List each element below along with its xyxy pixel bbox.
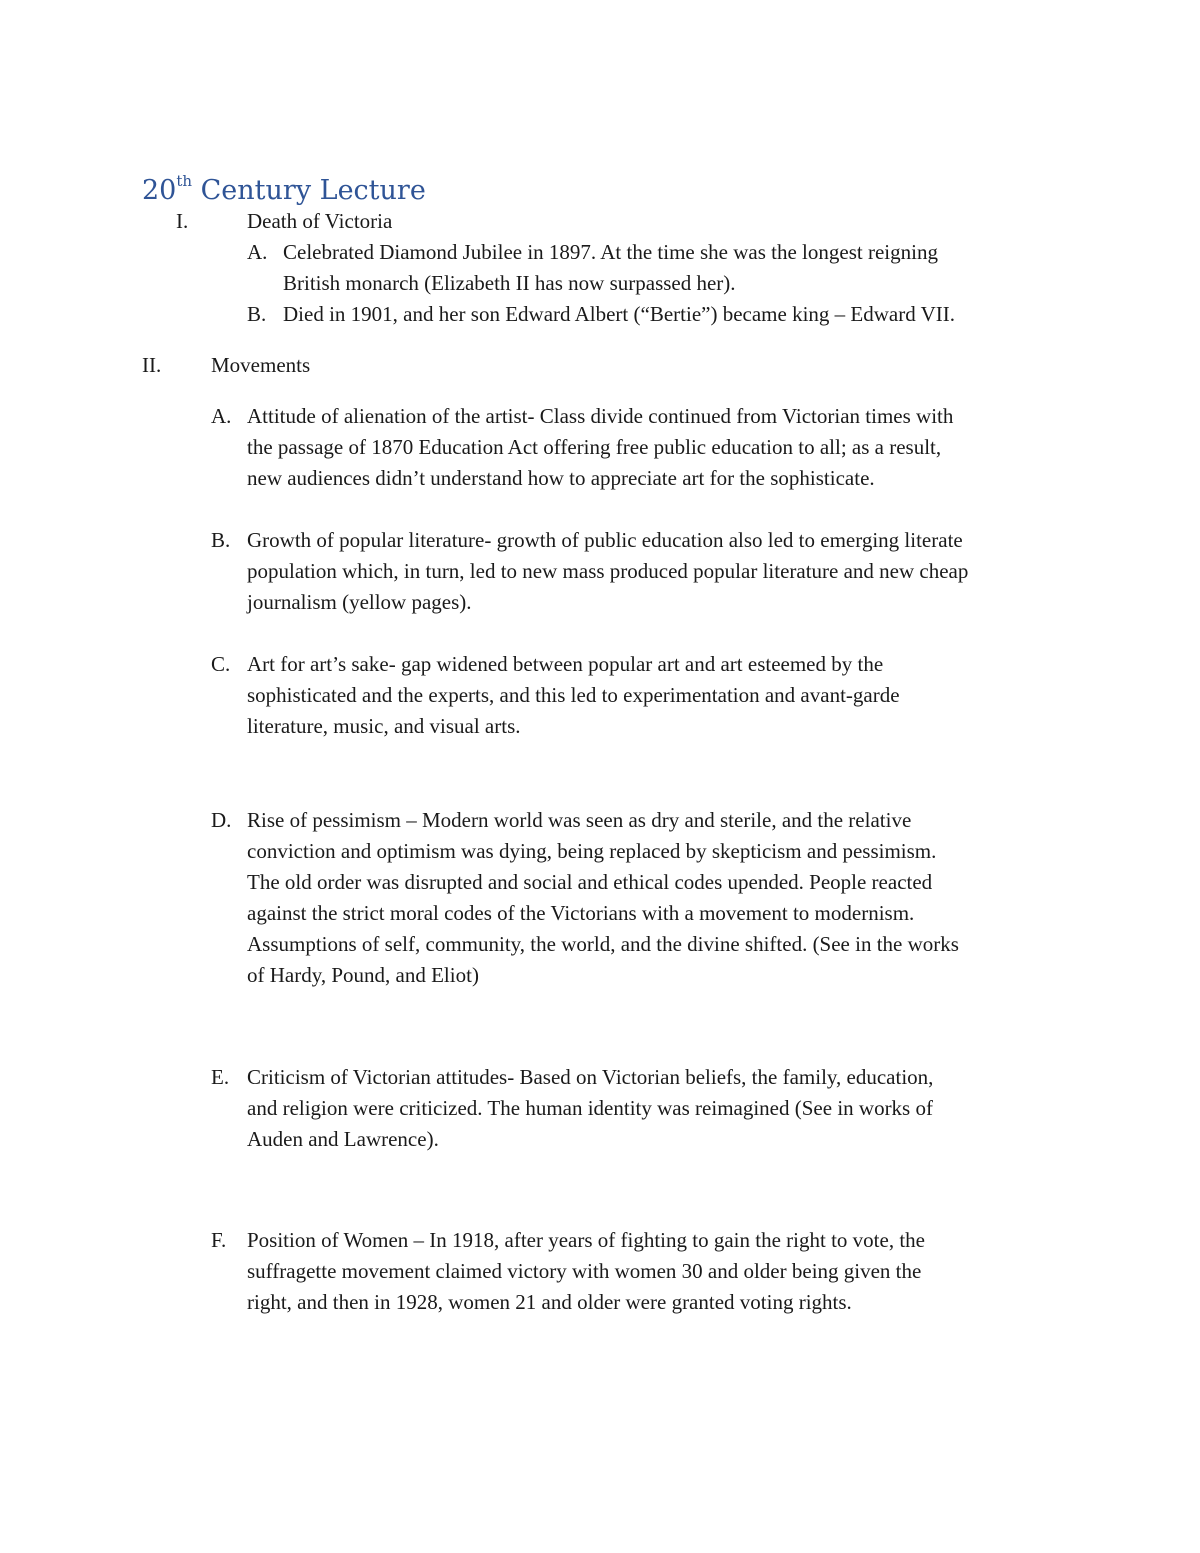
title-number: 20: [142, 175, 177, 206]
item-letter-1a: A.: [247, 240, 268, 264]
item-letter-2b: B.: [211, 528, 231, 552]
item-text-1a: Celebrated Diamond Jubilee in 1897. At the time she was the longest reigning British monarch (Elizabeth II has now surpassed her).: [283, 240, 938, 295]
item-letter-2d: D.: [211, 808, 232, 832]
item-text-2e: Criticism of Victorian attitudes- Based on Victorian beliefs, the family, education, and religion were criticized. The human identity was reimagined (See in works of Auden and Lawrence).: [247, 1065, 934, 1151]
item-text-2c: Art for art’s sake- gap widened between popular art and art esteemed by the sophisticated and the experts, and this led to experimentation and avant-garde literature, music, and visual arts.: [247, 652, 900, 738]
section-numeral-2: II.: [142, 353, 162, 377]
item-letter-1b: B.: [247, 302, 267, 326]
document-title: [142, 166, 426, 209]
item-text-2a: Attitude of alienation of the artist- Class divide continued from Victorian times with the passage of 1870 Education Act offering free public education to all; as a result, new audiences didn’t understand how to appreciate art for the sophisticate.: [247, 404, 954, 490]
section-numeral-1: I.: [176, 209, 189, 233]
section-heading-2: Movements: [211, 353, 311, 377]
item-text-1b: Died in 1901, and her son Edward Albert (“Bertie”) became king – Edward VII.: [283, 302, 955, 326]
item-letter-2e: E.: [211, 1065, 230, 1089]
item-text-2b: Growth of popular literature- growth of public education also led to emerging literate population which, in turn, led to new mass produced popular literature and new cheap journalism (yellow pages).: [247, 528, 969, 614]
item-text-2f: Position of Women – In 1918, after years of fighting to gain the right to vote, the suffragette movement claimed victory with women 30 and older being given the right, and then in 1928, women 21 and older were granted voting rights.: [247, 1228, 925, 1314]
item-letter-2c: C.: [211, 652, 231, 676]
title-superscript: th: [176, 172, 193, 190]
item-letter-2f: F.: [211, 1228, 227, 1252]
title-text: Century Lecture: [192, 175, 426, 206]
item-text-2d: Rise of pessimism – Modern world was seen as dry and sterile, and the relative conviction and optimism was dying, being replaced by skepticism and pessimism. The old order was disrupted and social and ethical codes upended. People reacted against the strict moral codes of the Victorians with a movement to modernism. Assumptions of self, community, the world, and the divine shifted. (See in the works of Hardy, Pound, and Eliot): [247, 808, 959, 987]
item-letter-2a: A.: [211, 404, 232, 428]
section-heading-1: Death of Victoria: [247, 209, 393, 233]
